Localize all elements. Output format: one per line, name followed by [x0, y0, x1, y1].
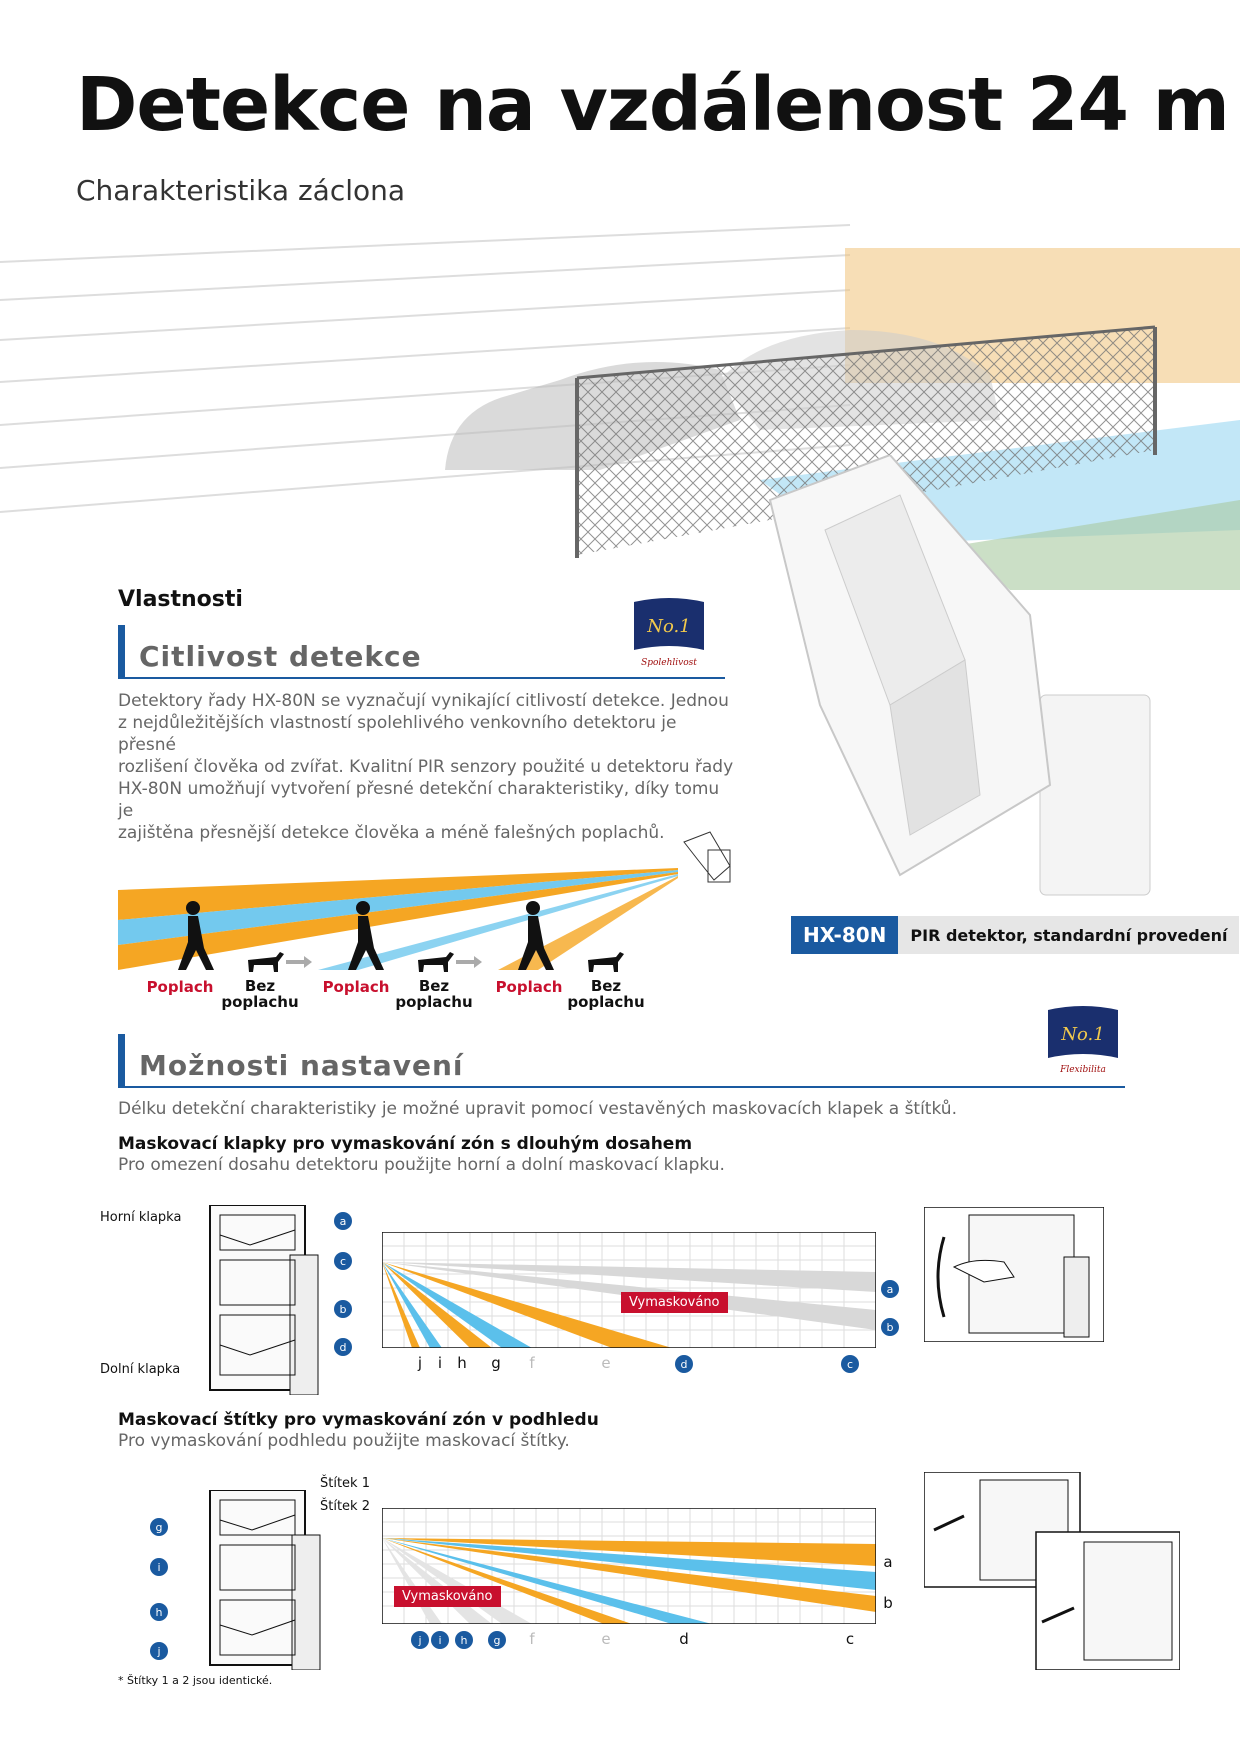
- detector-product-image: [760, 455, 1160, 900]
- masked-label: Vymaskováno: [394, 1586, 501, 1607]
- axis-tick: g: [491, 1354, 501, 1372]
- no1-reliability-badge-icon: [632, 596, 706, 656]
- product-description: PIR detektor, standardní provedení: [898, 916, 1239, 954]
- no-alarm-label: [394, 978, 474, 1010]
- axis-tick-marker: j: [411, 1631, 429, 1649]
- sensitivity-beam-diagram: [118, 830, 738, 980]
- paragraph-line: zajištěna přesnější detekce člověka a méně falešných poplachů.: [118, 823, 665, 843]
- settings-heading-text: Možnosti nastavení: [139, 1049, 464, 1082]
- paragraph-line: Detektory řady HX-80N se vyznačují vynikající citlivostí detekce. Jednou: [118, 691, 729, 711]
- axis-tick: d: [679, 1630, 689, 1648]
- zone-marker-i: i: [150, 1558, 168, 1576]
- flaps-beam-chart: [382, 1232, 876, 1348]
- zone-marker-j: j: [150, 1642, 168, 1660]
- axis-tick-marker: i: [431, 1631, 449, 1649]
- features-heading: Vlastnosti: [118, 587, 243, 612]
- arrow-right-icon: [456, 956, 482, 968]
- side-label-b: b: [883, 1594, 893, 1612]
- zone-marker-a: a: [334, 1212, 352, 1230]
- product-tag: [791, 916, 1239, 954]
- product-model: HX-80N: [791, 916, 898, 954]
- flexibility-badge-caption: Flexibilita: [1060, 1065, 1106, 1075]
- settings-intro: Délku detekční charakteristiky je možné upravit pomocí vestavěných maskovacích klapek a štítků.: [118, 1099, 957, 1119]
- zone-marker-b: b: [334, 1300, 352, 1318]
- side-marker-b: b: [881, 1318, 899, 1336]
- no-alarm-label: [566, 978, 646, 1010]
- flaps-detector-drawing: [190, 1205, 320, 1395]
- no-alarm-line: Bez: [590, 977, 622, 995]
- sensitivity-paragraph: [118, 690, 738, 844]
- plate2-callout: Štítek 2: [320, 1499, 370, 1514]
- axis-tick: e: [601, 1630, 611, 1648]
- alarm-label: Poplach: [322, 978, 390, 996]
- no-alarm-line: poplachu: [567, 993, 645, 1011]
- paragraph-line: rozlišení člověka od zvířat. Kvalitní PIR senzory použité u detektoru řady: [118, 757, 734, 777]
- axis-tick: e: [601, 1354, 611, 1372]
- zone-marker-g: g: [150, 1518, 168, 1536]
- dog-icon: [418, 952, 454, 972]
- paragraph-line: z nejdůležitějších vlastností spolehlivého venkovního detektoru je přesné: [118, 713, 677, 755]
- axis-tick: j: [417, 1354, 423, 1372]
- zone-marker-d: d: [334, 1338, 352, 1356]
- dog-icon: [588, 952, 624, 972]
- plates-title: Maskovací štítky pro vymaskování zón v podhledu: [118, 1410, 599, 1430]
- axis-tick-marker: g: [488, 1631, 506, 1649]
- axis-tick-marker: h: [455, 1631, 473, 1649]
- axis-tick: f: [529, 1354, 535, 1372]
- no-alarm-line: Bez: [418, 977, 450, 995]
- plates-text: Pro vymaskování podhledu použijte maskovací štítky.: [118, 1431, 570, 1451]
- axis-tick-marker: d: [675, 1355, 693, 1373]
- badge-text: No.1: [1061, 1024, 1105, 1045]
- badge-text: No.1: [647, 616, 691, 637]
- top-flap-callout: Horní klapka: [100, 1210, 182, 1225]
- plates-detector-drawing: [192, 1490, 322, 1670]
- paragraph-line: HX-80N umožňují vytvoření přesné detekční charakteristiky, díky tomu je: [118, 779, 720, 821]
- axis-tick: f: [529, 1630, 535, 1648]
- no1-flexibility-badge-icon: [1046, 1004, 1120, 1064]
- detector-wall-mount: [1040, 695, 1150, 895]
- no-alarm-line: poplachu: [395, 993, 473, 1011]
- settings-section-heading: [118, 1034, 1125, 1088]
- no-alarm-line: poplachu: [221, 993, 299, 1011]
- axis-tick-marker: c: [841, 1355, 859, 1373]
- no-alarm-line: Bez: [244, 977, 276, 995]
- mini-detector-icon: [684, 832, 730, 882]
- flap-adjust-drawing: [924, 1207, 1104, 1342]
- flaps-title: Maskovací klapky pro vymaskování zón s dlouhým dosahem: [118, 1134, 693, 1154]
- reliability-badge-caption: Spolehlivost: [641, 658, 697, 668]
- alarm-label: Poplach: [146, 978, 214, 996]
- flaps-text: Pro omezení dosahu detektoru použijte horní a dolní maskovací klapku.: [118, 1155, 725, 1175]
- axis-tick: i: [437, 1354, 443, 1372]
- masked-label: Vymaskováno: [621, 1292, 728, 1313]
- page-subtitle: Charakteristika záclona: [76, 174, 406, 207]
- footnote: * Štítky 1 a 2 jsou identické.: [118, 1674, 273, 1687]
- dog-icon: [248, 952, 284, 972]
- sensitivity-heading-text: Citlivost detekce: [139, 640, 422, 673]
- axis-tick: h: [457, 1354, 467, 1372]
- plate1-callout: Štítek 1: [320, 1476, 370, 1491]
- no-alarm-label: [220, 978, 300, 1010]
- side-marker-a: a: [881, 1280, 899, 1298]
- side-label-a: a: [883, 1553, 893, 1571]
- zone-marker-c: c: [334, 1252, 352, 1270]
- bottom-flap-callout: Dolní klapka: [100, 1362, 181, 1377]
- arrow-right-icon: [286, 956, 312, 968]
- page-title: Detekce na vzdálenost 24 m: [76, 62, 1229, 148]
- alarm-label: Poplach: [495, 978, 563, 996]
- axis-tick: c: [845, 1630, 855, 1648]
- zone-marker-h: h: [150, 1603, 168, 1621]
- plate-insert-drawing: [924, 1472, 1180, 1670]
